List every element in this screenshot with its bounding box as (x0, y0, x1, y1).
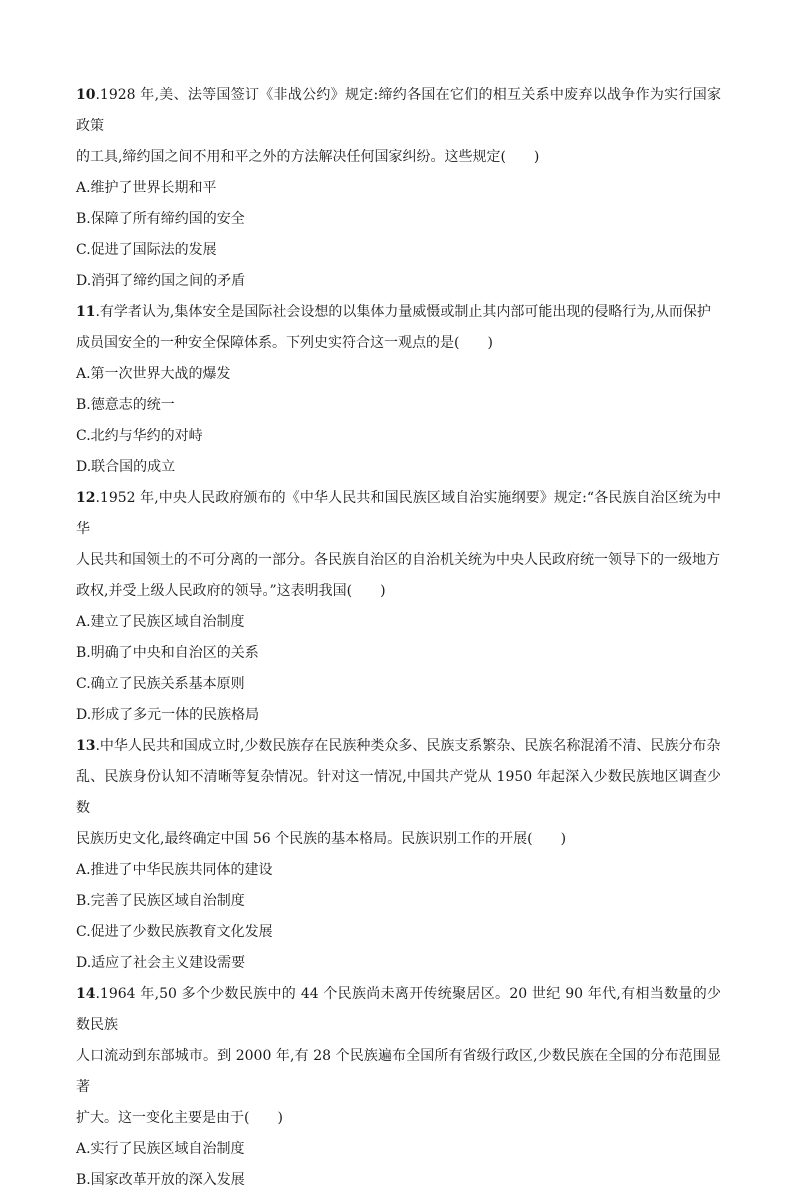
question-stem (76, 80, 721, 173)
option-a: A.实行了民族区域自治制度 (76, 1141, 245, 1157)
question-number: 11 (76, 304, 96, 320)
stem-line: .有学者认为,集体安全是国际社会设想的以集体力量威慑或制止其内部可能出现的侵略行为,从而保护 (95, 304, 711, 320)
stem-line: 民族历史文化,最终确定中国 56 个民族的基本格局。民族识别工作的开展( ) (76, 831, 567, 847)
option-d: D.适应了社会主义建设需要 (76, 955, 246, 971)
option-b: B.保障了所有缔约国的安全 (76, 211, 245, 227)
option-c: C.促进了少数民族教育文化发展 (76, 924, 273, 940)
question-10 (76, 80, 721, 297)
option-a: A.维护了世界长期和平 (76, 180, 217, 196)
question-number: 12 (76, 490, 96, 506)
question-11 (76, 297, 721, 483)
option-a: A.第一次世界大战的爆发 (76, 366, 231, 382)
question-list (76, 80, 721, 1196)
option-c: C.北约与华约的对峙 (76, 428, 203, 444)
question-number: 14 (76, 986, 96, 1002)
option-b: B.明确了中央和自治区的关系 (76, 645, 259, 661)
option-d: D.联合国的成立 (76, 459, 176, 475)
question-14 (76, 979, 721, 1196)
stem-line: 人民共和国领土的不可分离的一部分。各民族自治区的自治机关统为中央人民政府统一领导下的一级地方 (76, 552, 720, 568)
stem-line: 扩大。这一变化主要是由于( ) (76, 1110, 283, 1126)
stem-line: 乱、民族身份认知不清晰等复杂情况。针对这一情况,中国共产党从 1950 年起深入少数民族地区调查少数 (76, 769, 721, 816)
question-13 (76, 731, 721, 979)
option-c: C.确立了民族关系基本原则 (76, 676, 245, 692)
question-stem (76, 297, 721, 359)
option-b: B.国家改革开放的深入发展 (76, 1172, 245, 1188)
stem-line: 政权,并受上级人民政府的领导。”这表明我国( ) (76, 583, 386, 599)
stem-line: .1964 年,50 多个少数民族中的 44 个民族尚未离开传统聚居区。20 世纪 90 年代,有相当数量的少数民族 (76, 986, 721, 1033)
question-12 (76, 483, 721, 731)
stem-line: .1928 年,美、法等国签订《非战公约》规定:缔约各国在它们的相互关系中废弃以战争作为实行国家政策 (76, 87, 721, 134)
option-b: B.德意志的统一 (76, 397, 175, 413)
question-number: 10 (76, 87, 96, 103)
stem-line: 成员国安全的一种安全保障体系。下列史实符合这一观点的是( ) (76, 335, 493, 351)
option-a: A.推进了中华民族共同体的建设 (76, 862, 273, 878)
stem-line: 的工具,缔约国之间不用和平之外的方法解决任何国家纠纷。这些规定( ) (76, 149, 540, 165)
option-c: C.促进了国际法的发展 (76, 242, 217, 258)
question-stem (76, 483, 721, 607)
option-a: A.建立了民族区域自治制度 (76, 614, 245, 630)
stem-line: .中华人民共和国成立时,少数民族存在民族种类众多、民族支系繁杂、民族名称混淆不清、民族分布杂 (95, 738, 721, 754)
option-d: D.消弭了缔约国之间的矛盾 (76, 273, 246, 289)
stem-line: 人口流动到东部城市。到 2000 年,有 28 个民族遍布全国所有省级行政区,少数民族在全国的分布范围显著 (76, 1048, 721, 1095)
option-d: D.形成了多元一体的民族格局 (76, 707, 260, 723)
option-b: B.完善了民族区域自治制度 (76, 893, 245, 909)
question-number: 13 (76, 738, 96, 754)
stem-line: .1952 年,中央人民政府颁布的《中华人民共和国民族区域自治实施纲要》规定:“各民族自治区统为中华 (76, 490, 721, 537)
question-stem (76, 979, 721, 1134)
question-stem (76, 731, 721, 855)
